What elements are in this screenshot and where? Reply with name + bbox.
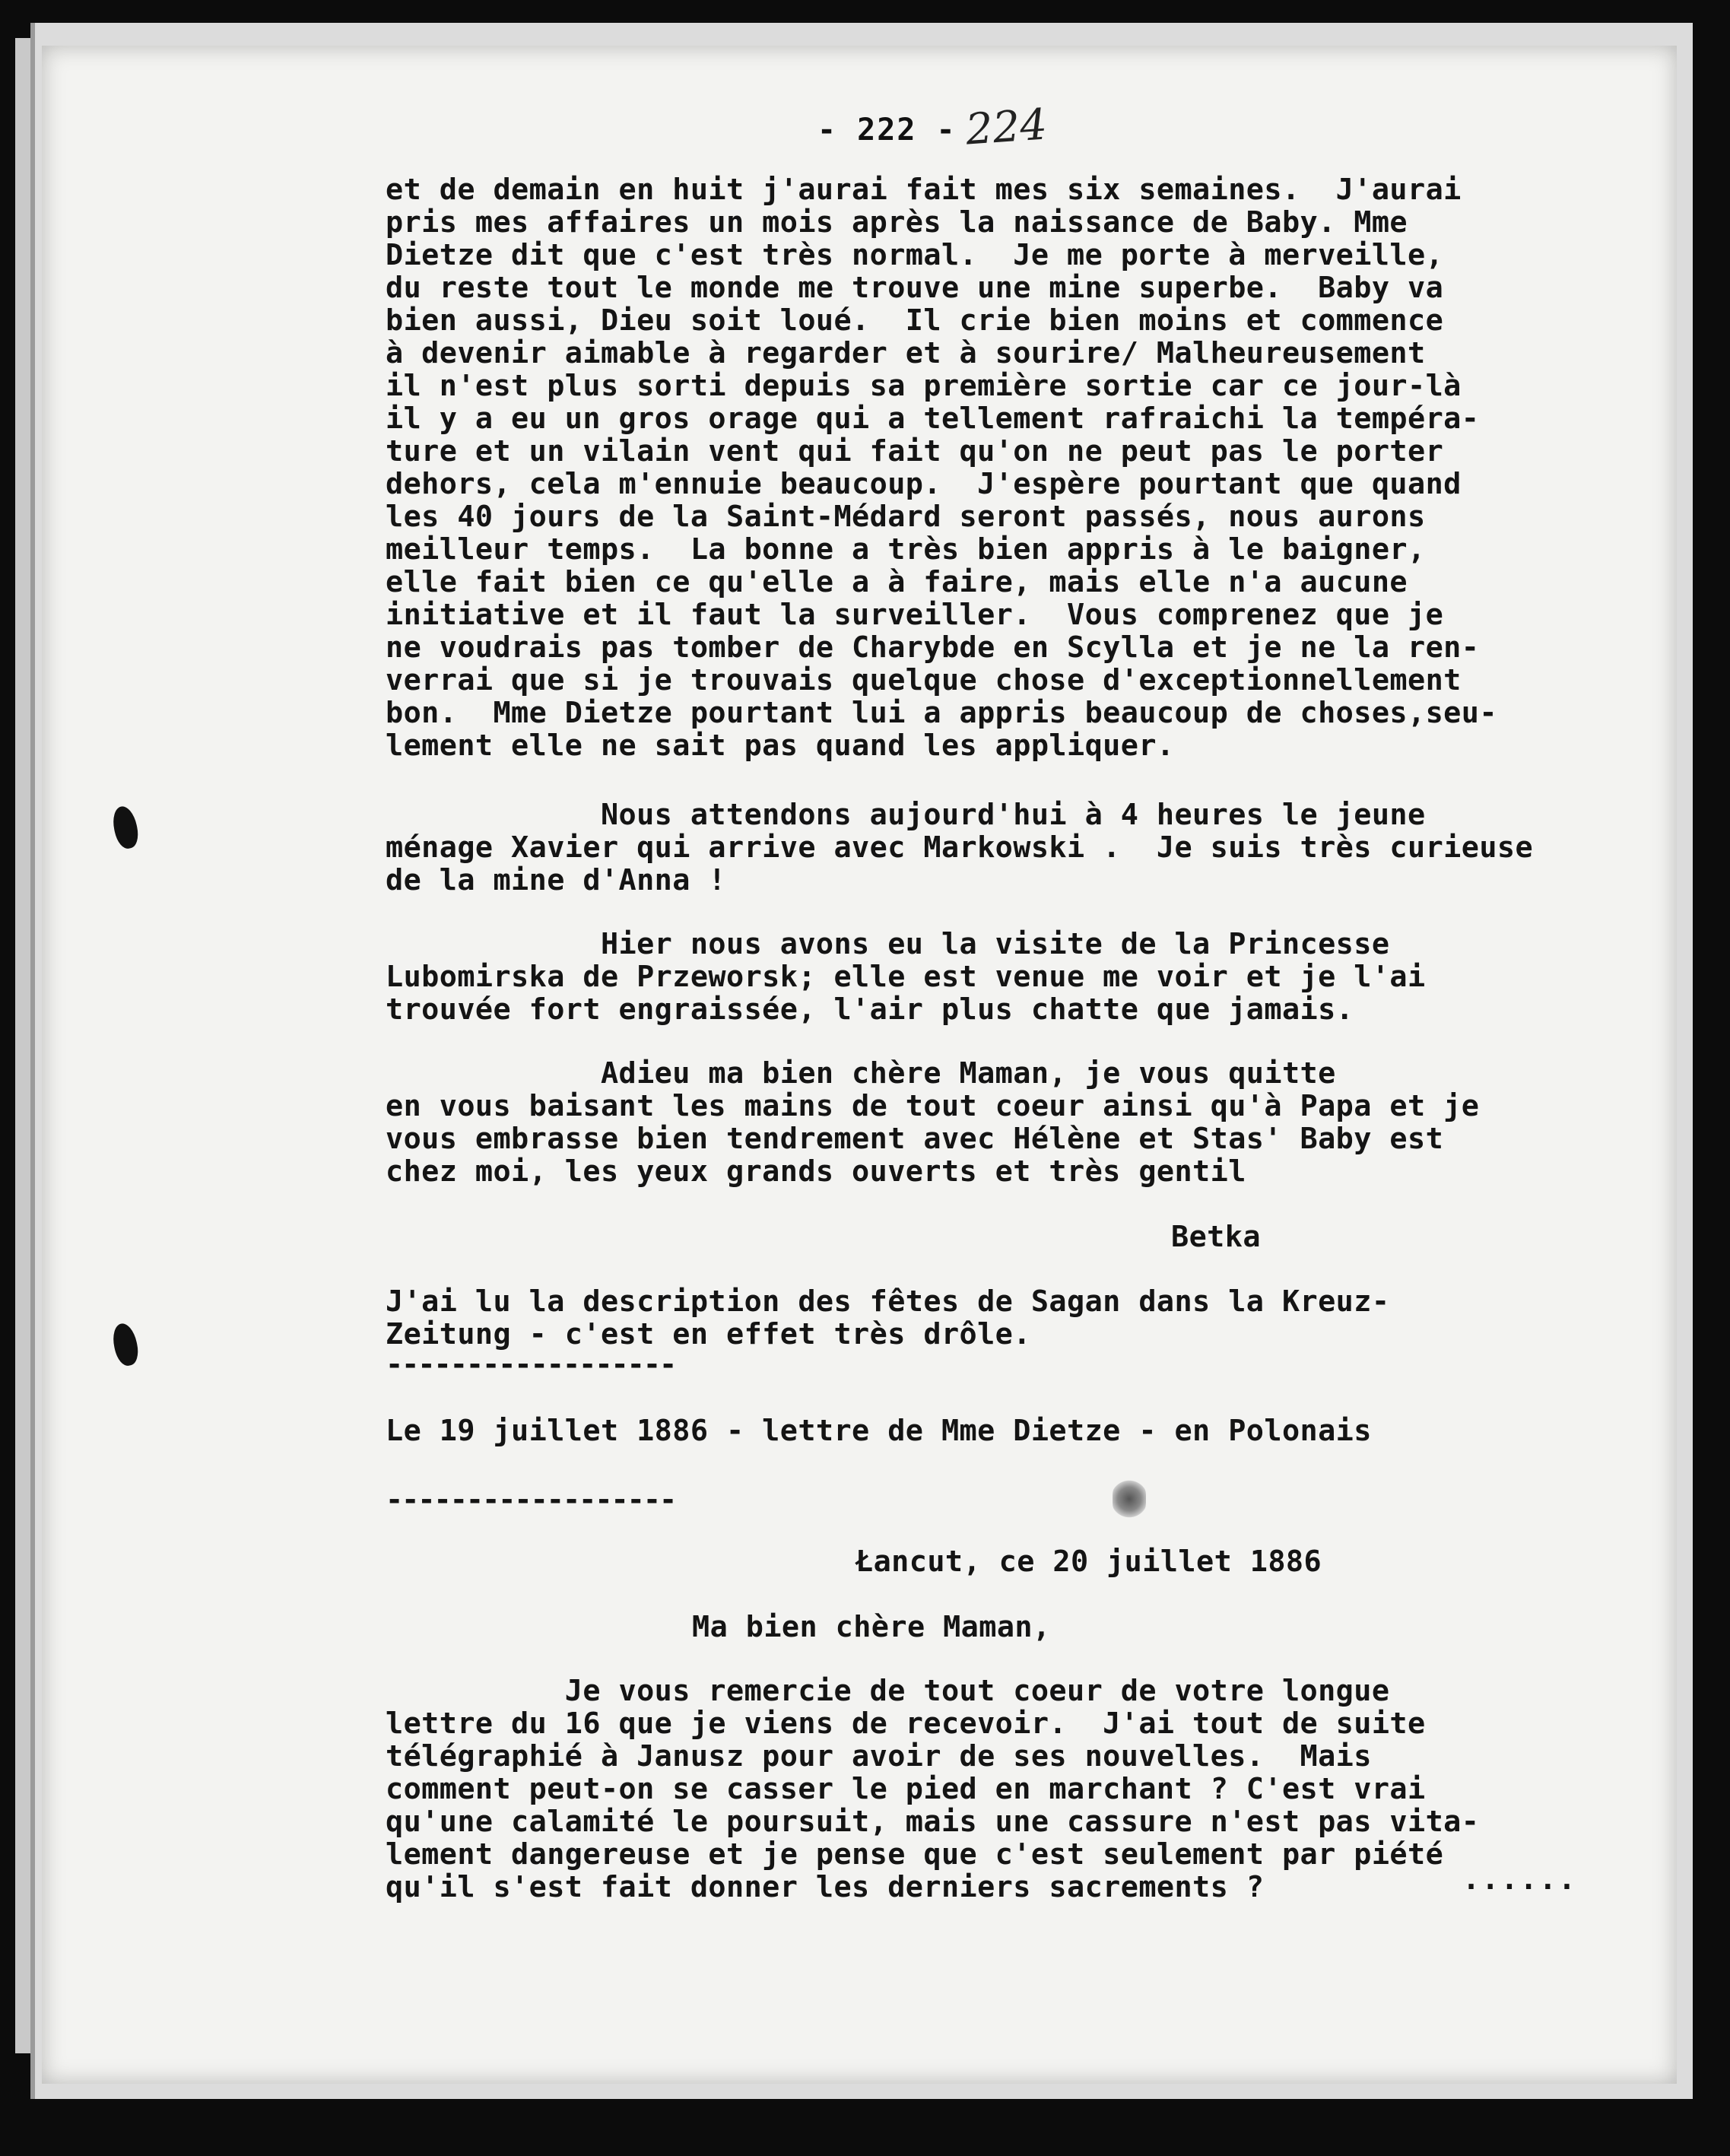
text-line: bon. Mme Dietze pourtant lui a appris beaucoup de choses,seu- [386,696,1497,730]
text-line: meilleur temps. La bonne a très bien appris à le baigner, [386,532,1426,567]
text-line: Zeitung - c'est en effet très drôle. [386,1317,1031,1351]
handwritten-page-number: 224 [963,100,1049,155]
text-line: initiative et il faut la surveiller. Vous comprenez que je [386,598,1444,632]
ink-stamp [1113,1479,1146,1519]
text-line: lement elle ne sait pas quand les appliquer. [386,729,1175,763]
punch-hole [110,1321,141,1367]
text-line: Hier nous avons eu la visite de la Princesse [386,927,1390,961]
text-line: il y a eu un gros orage qui a tellement rafraichi la tempéra- [386,402,1480,436]
text-line: télégraphié à Janusz pour avoir de ses nouvelles. Mais [386,1739,1372,1773]
text-line: ne voudrais pas tomber de Charybde en Scylla et je ne la ren- [386,630,1480,665]
separator-rule: ------------------ [386,1483,676,1517]
archival-note: Le 19 juillet 1886 - lettre de Mme Dietze - en Polonais [386,1414,1372,1448]
text-line: chez moi, les yeux grands ouverts et très gentil [386,1154,1246,1189]
paragraph-1 [386,173,1497,762]
text-line: lement dangereuse et je pense que c'est seulement par piété [386,1837,1444,1872]
text-line: ménage Xavier qui arrive avec Markowski . Je suis très curieuse [386,830,1534,865]
text-line: vous embrasse bien tendrement avec Hélène et Stas' Baby est [386,1122,1444,1156]
text-line: à devenir aimable à regarder et à sourire/ Malheureusement [386,336,1426,370]
text-line: Lubomirska de Przeworsk; elle est venue me voir et je l'ai [386,960,1426,994]
text-line: qu'une calamité le poursuit, mais une cassure n'est pas vita- [386,1805,1480,1839]
text-line: et de demain en huit j'aurai fait mes six semaines. J'aurai [386,173,1462,207]
paragraph-6 [386,1675,1479,1904]
text-line: Dietze dit que c'est très normal. Je me porte à merveille, [386,238,1444,272]
signature: Betka [1171,1220,1261,1254]
text-line: pris mes affaires un mois après la naissance de Baby. Mme [386,205,1408,240]
text-line: trouvée fort engraissée, l'air plus chatte que jamais. [386,992,1354,1027]
text-line: Adieu ma bien chère Maman, je vous quitte [386,1056,1336,1091]
dateline: Łancut, ce 20 juillet 1886 [855,1545,1322,1579]
text-line: ture et un vilain vent qui fait qu'on ne peut pas le porter [386,434,1444,468]
postscript [386,1285,1389,1351]
text-line: Nous attendons aujourd'hui à 4 heures le jeune [386,798,1426,832]
text-line: qu'il s'est fait donner les derniers sacrements ? [386,1870,1265,1904]
continuation-dots: ...... [1462,1862,1578,1897]
text-line: du reste tout le monde me trouve une mine superbe. Baby va [386,271,1444,305]
text-line: en vous baisant les mains de tout coeur ainsi qu'à Papa et je [386,1089,1480,1123]
paragraph-2 [386,799,1533,897]
text-line: bien aussi, Dieu soit loué. Il crie bien moins et commence [386,303,1444,338]
text-line: verrai que si je trouvais quelque chose d'exceptionnellement [386,663,1462,697]
text-line: Je vous remercie de tout coeur de votre longue [386,1674,1390,1708]
text-line: comment peut-on se casser le pied en marchant ? C'est vrai [386,1772,1426,1806]
punch-hole [110,804,141,850]
text-line: les 40 jours de la Saint-Médard seront passés, nous aurons [386,500,1426,534]
paragraph-3 [386,928,1426,1026]
page-number: - 222 - [817,113,957,148]
text-line: J'ai lu la description des fêtes de Sagan dans la Kreuz- [386,1284,1390,1319]
text-line: dehors, cela m'ennuie beaucoup. J'espère pourtant que quand [386,467,1462,501]
text-line: lettre du 16 que je viens de recevoir. J'ai tout de suite [386,1707,1426,1741]
separator-rule: ------------------ [386,1348,676,1382]
paragraph-4 [386,1057,1479,1188]
text-line: elle fait bien ce qu'elle a à faire, mais elle n'a aucune [386,565,1408,599]
text-line: de la mine d'Anna ! [386,863,727,897]
text-line: il n'est plus sorti depuis sa première sortie car ce jour-là [386,369,1462,403]
typed-letter-page [42,46,1677,2084]
salutation: Ma bien chère Maman, [692,1610,1051,1644]
